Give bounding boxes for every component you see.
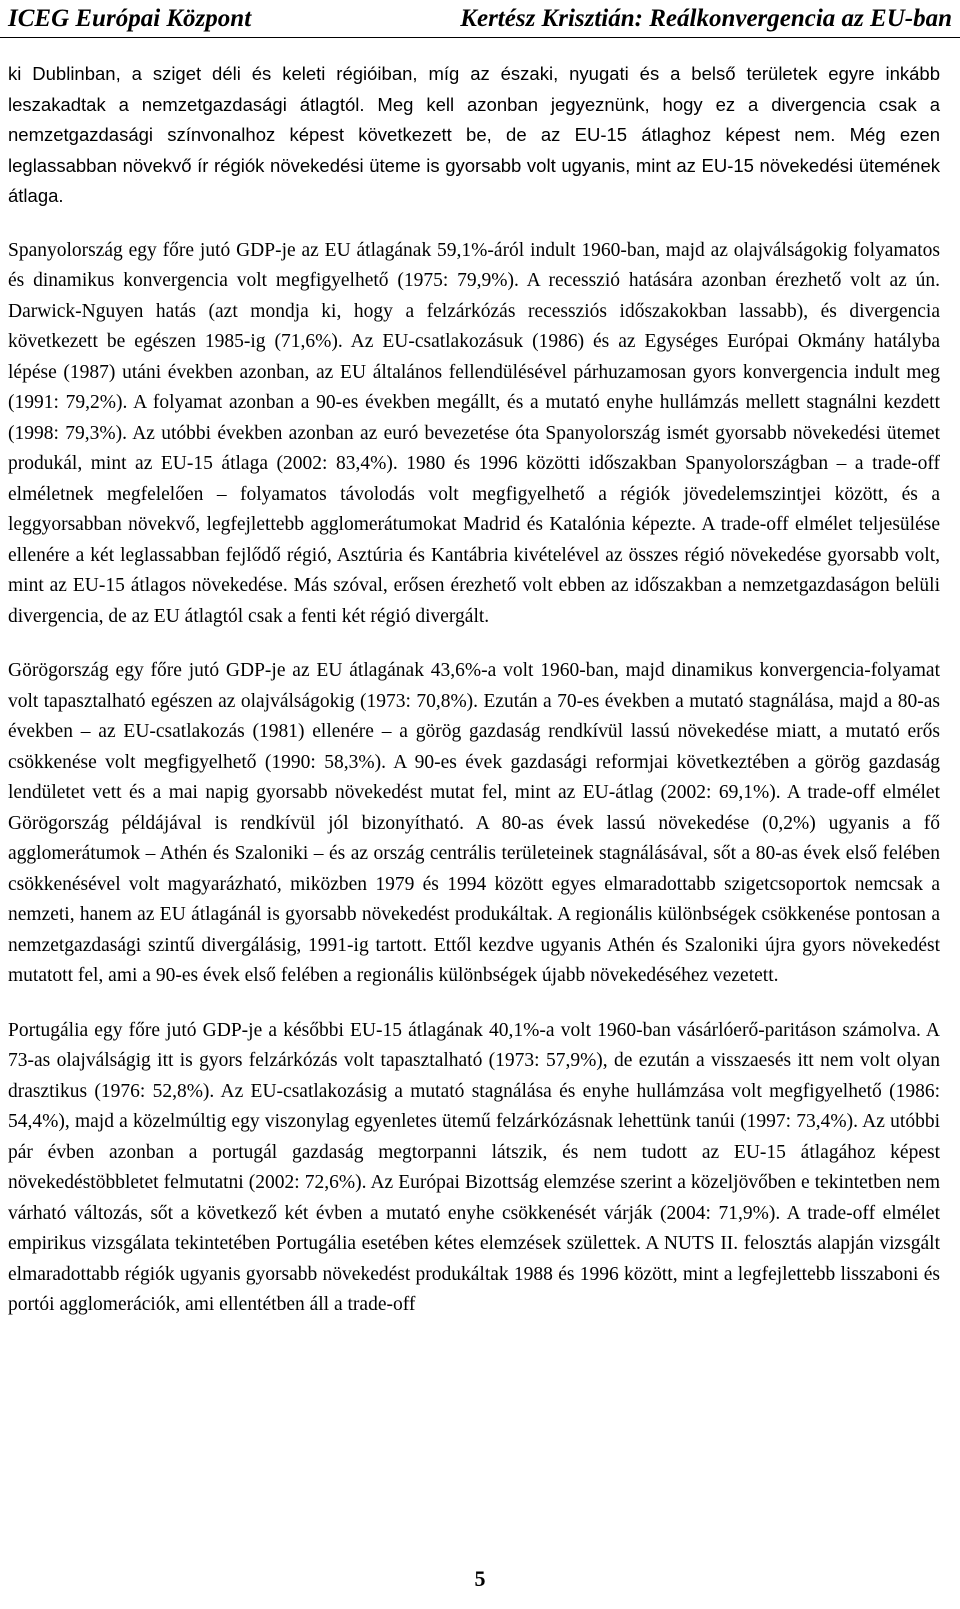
header-document-title: Kertész Krisztián: Reálkonvergencia az EU-ban bbox=[460, 4, 952, 32]
page-number: 5 bbox=[474, 1566, 486, 1591]
page-header bbox=[0, 0, 960, 38]
paragraph-portugal: Portugália egy főre jutó GDP-je a későbbi EU-15 átlagának 40,1%-a volt 1960-ban vásárlóerő-paritáson számolva. A 73-as olajválságig itt is gyors felzárkózás volt tapasztalható (1973: 57,9%), de ezután a visszaesés itt nem volt olyan drasztikus (1976: 52,8%). Az EU-csatlakozásig a mutató stagnálása és enyhe hullámzása volt megfigyelhető (1986: 54,4%), majd a közelmúltig egy viszonylag egyenletes ütemű felzárkózásnak lehettünk tanúi (1997: 73,4%). Az utóbbi pár évben azonban a portugál gazdaság megtorpanni látszik, és nem tudott az EU-15 átlagához képest növekedéstöbbletet felmutatni (2002: 72,6%). Az Európai Bizottság elemzése szerint a közeljövőben e tekintetben nem várható változás, sőt a következő két évben a mutató enyhe csökkenését várják (2004: 71,9%). A trade-off elmélet empirikus vizsgálata tekintetében Portugália esetében kétes elemzések születtek. A NUTS II. felosztás alapján vizsgált elmaradottabb régiók ugyanis gyorsabb növekedést produkáltak 1988 és 1996 között, mint a legfejlettebb lisszaboni és portói agglomerációk, ami ellentétben áll a trade-off bbox=[8, 1019, 940, 1315]
header-organization: ICEG Európai Központ bbox=[8, 4, 252, 32]
paragraph-greece: Görögország egy főre jutó GDP-je az EU átlagának 43,6%-a volt 1960-ban, majd dinamikus konvergencia-folyamat volt tapasztalható egészen az olajválságokig (1973: 70,8%). Ezután a 70-es években a mutató stagnálása, majd a 80-as években – az EU-csatlakozás (1981) ellenére – a görög gazdaság rendkívül lassú növekedése miatt, a mutató erős csökkenése volt megfigyelhető (1990: 58,3%). A 90-es évek gazdasági reformjai következtében a görög gazdaság lendületet vett és a mai napig gyorsabb növekedést mutat fel, mint az EU-átlag (2002: 69,1%). A trade-off elmélet Görögország példájával is rendkívül jól bizonyítható. A 80-as évek lassú növekedése (0,2%) ugyanis a fő agglomerátumok – Athén és Szaloniki – és az ország centrális területeinek stagnálásával, sőt a 80-as évek első felében csökkenésével volt magyarázható, miközben 1979 és 1994 között egyes elmaradottabb szigetcsoportok nemcsak a nemzeti, hanem az EU átlagánál is gyorsabb növekedést produkáltak. A regionális különbségek csökkenése pontosan a nemzetgazdasági szintű divergálásig, 1991-ig tartott. Ettől kezdve ugyanis Athén és Szaloniki újra gyors növekedést mutatott fel, ami a 90-es évek első felében a regionális különbségek újabb növekedéséhez vezetett. bbox=[8, 660, 940, 986]
paragraph-ireland-continued: ki Dublinban, a sziget déli és keleti régióiban, míg az északi, nyugati és a belső területek egyre inkább leszakadtak a nemzetgazdasági átlagtól. Meg kell azonban jegyeznünk, hogy ez a divergencia csak a nemzetgazdasági színvonalhoz képest következett be, de az EU-15 átlaghoz képest nem. Még ezen leglassabban növekvő ír régiók növekedési üteme is gyorsabb volt ugyanis, mint az EU-15 növekedési ütemének átlaga. bbox=[8, 63, 940, 206]
document-body bbox=[8, 59, 940, 1345]
paragraph-spain: Spanyolország egy főre jutó GDP-je az EU átlagának 59,1%-áról indult 1960-ban, majd az olajválságokig folyamatos és dinamikus konvergencia volt megfigyelhető (1975: 79,9%). A recesszió hatására azonban érezhető volt az ún. Darwick-Nguyen hatás (azt mondja ki, hogy a felzárkózás recessziós időszakokban lassabb), és divergencia következett be egészen 1985-ig (71,6%). Az EU-csatlakozásuk (1986) és az Egységes Európai Okmány hatályba lépése (1987) utáni években azonban, az EU általános fellendülésével párhuzamosan gyors konvergencia indult meg (1991: 79,2%). A folyamat azonban a 90-es években megállt, és a mutató enyhe hullámzás mellett stagnálni kezdett (1998: 79,3%). Az utóbbi években azonban az euró bevezetése óta Spanyolország ismét gyorsabb növekedési ütemet produkál, mint az EU-15 átlaga (2002: 83,4%). 1980 és 1996 közötti időszakban Spanyolországban – a trade-off elméletnek megfelelően – folyamatos távolodás volt megfigyelhető a régiók jövedelemszintjei között, és a leggyorsabban növekvő, legfejlettebb agglomerátumokat Madrid és Katalónia képezte. A trade-off elmélet teljesülése ellenére a két leglassabban fejlődő régió, Asztúria és Kantábria kivételével az összes régió növekedése gyorsabb volt, mint az EU-15 átlagos növekedése. Más szóval, erősen érezhető volt ebben az időszakban a nemzetgazdaságon belüli divergencia, de az EU átlagtól csak a fenti két régió divergált. bbox=[8, 239, 940, 627]
